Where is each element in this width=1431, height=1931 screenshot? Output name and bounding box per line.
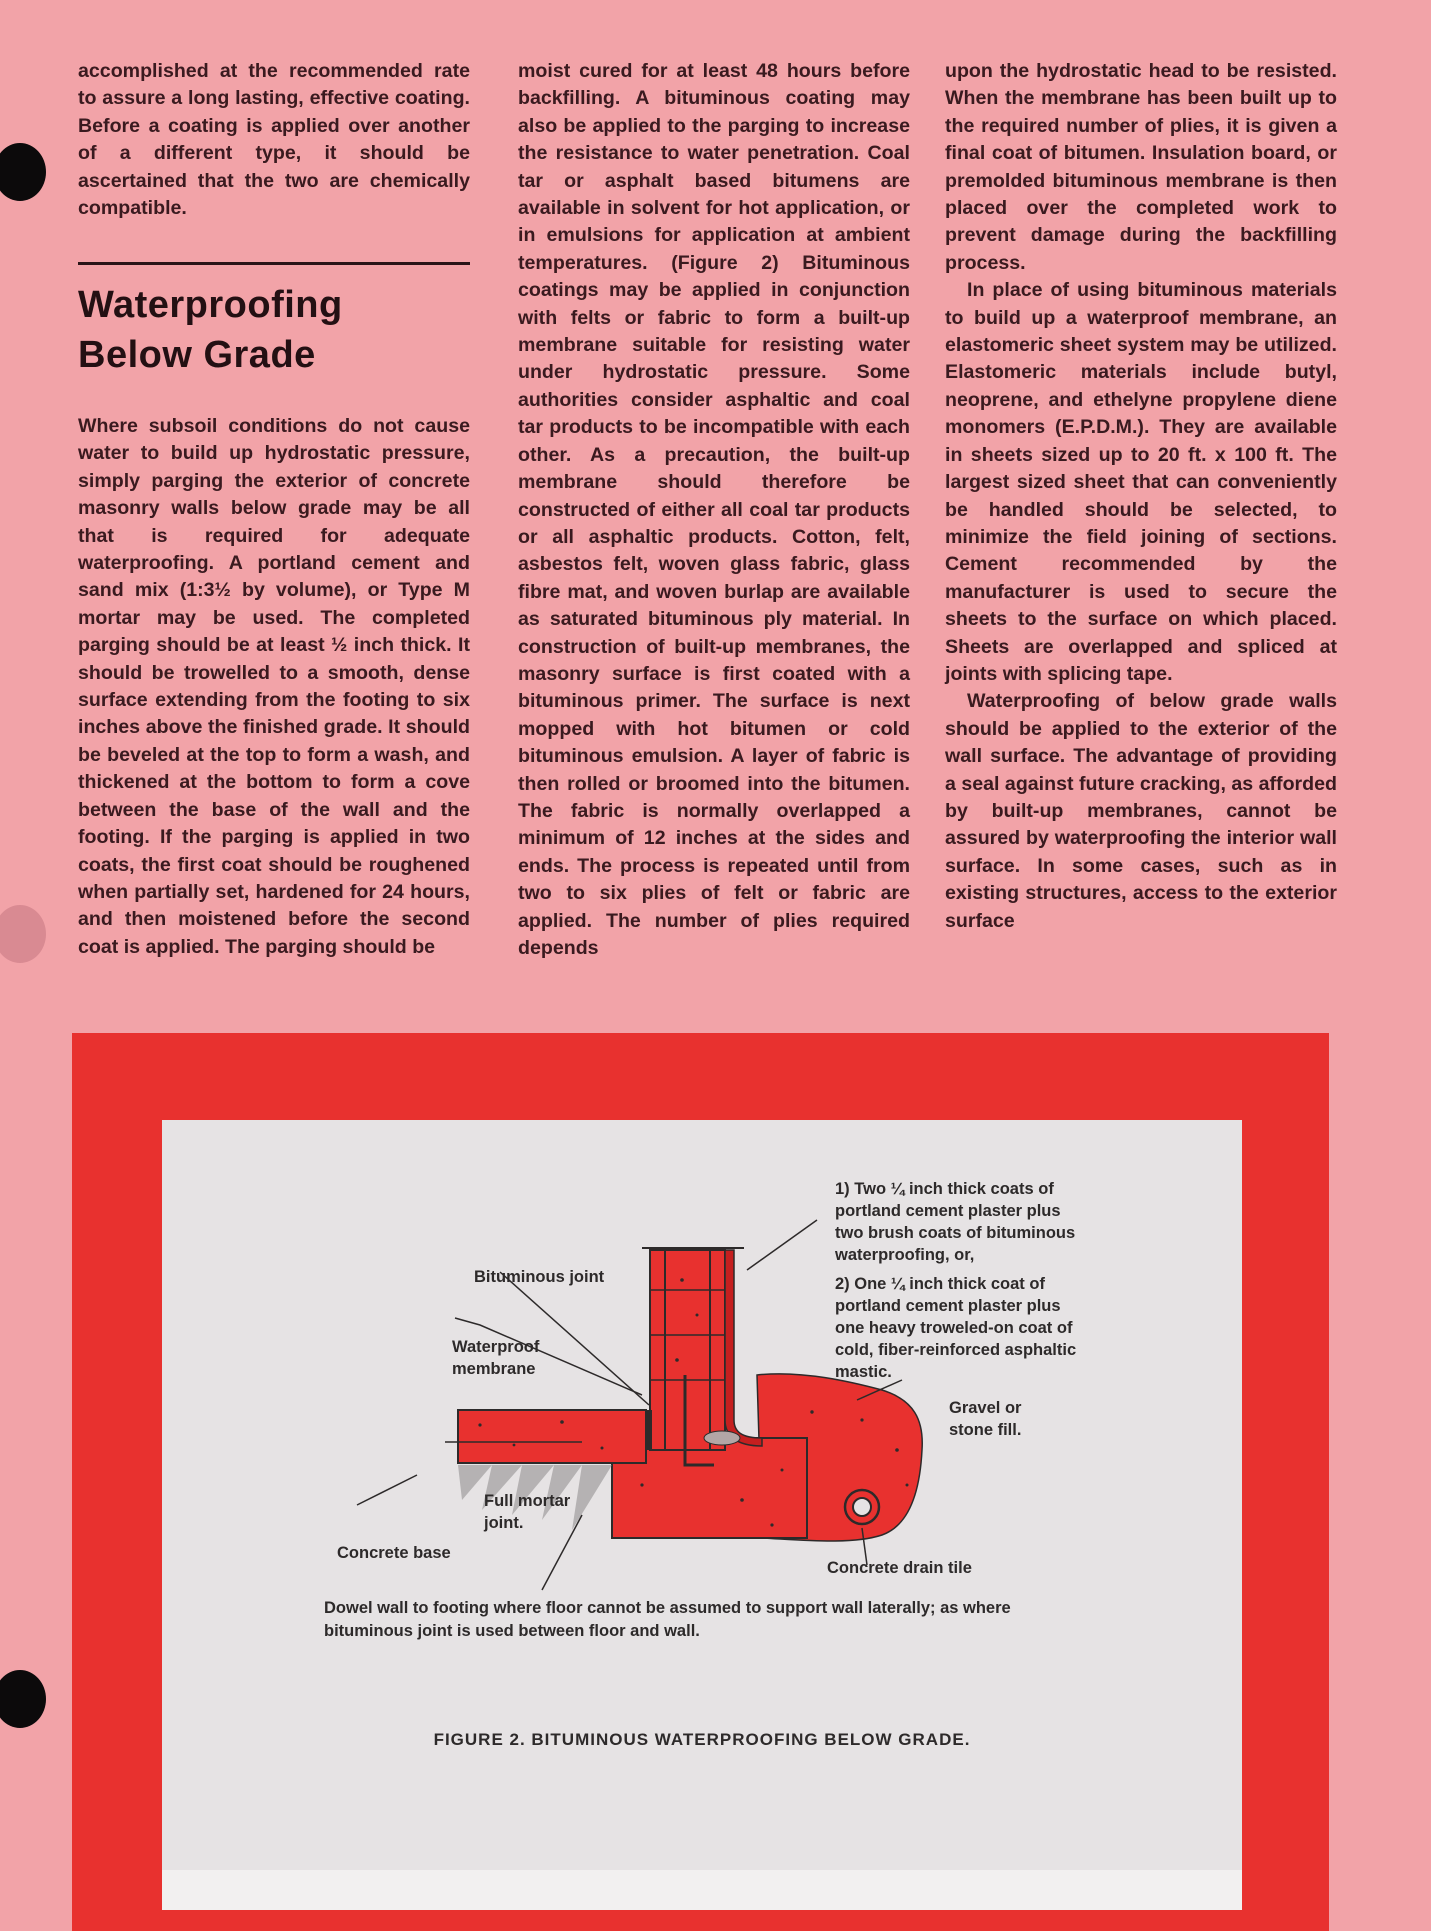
masonry-wall xyxy=(650,1250,725,1450)
figure-2 xyxy=(162,1120,1242,1910)
label-full-mortar-joint: Full mortar joint. xyxy=(484,1492,571,1532)
label-gravel-fill: Gravel or stone fill. xyxy=(949,1399,1022,1439)
dowel-caption: Dowel wall to footing where floor cannot be assumed to support wall laterally; as where bituminous joint is used between floor and wall. xyxy=(324,1599,1011,1640)
note-option-1: 1) Two ¼ inch thick coats of portland cement plaster plus two brush coats of bituminous waterproofing, or, xyxy=(835,1180,1076,1264)
paragraph-bituminous: moist cured for at least 48 hours before backfilling. A bituminous coating may also be applied to the parging to increase the resistance to water penetration. Coal tar or asphalt based bitumens are available in solvent for hot application, or in emulsions for application at ambient temperatures. (Figure 2) Bituminous coatings may be applied in conjunction with felts or fabric to form a built-up membrane suitable for resisting water under hydrostatic pressure. Some authorities consider asphaltic and coal tar products to be incompatible with each other. As a precaution, the built-up membrane should therefore be constructed of either all coal tar products or all asphaltic products. Cotton, felt, asbestos felt, woven glass fabric, glass fibre mat, and woven burlap are available as saturated bituminous ply material. In construction of built-up membranes, the masonry surface is first coated with a bituminous primer. The surface is next mopped with hot bitumen or cold bituminous emulsion. A layer of fabric is then rolled or broomed into the bitumen. The fabric is normally overlapped a minimum of 12 inches at the sides and ends. The process is repeated until from two to six plies of felt or fabric are applied. The number of plies required depends xyxy=(518,60,910,959)
binder-hole-top xyxy=(0,143,46,201)
paragraph-membrane-finish: upon the hydrostatic head to be resisted. When the membrane has been built up to the required number of plies, it is given a final coat of bitumen. Insulation board, or premolded bituminous membrane is then placed over the completed work to prevent damage during the backfilling process. xyxy=(945,60,1337,274)
binder-hole-bottom xyxy=(0,1670,46,1728)
drain-tile-inner xyxy=(853,1498,871,1516)
label-bituminous-joint: Bituminous joint xyxy=(474,1268,605,1286)
exterior-coating xyxy=(725,1250,762,1446)
text-column-2 xyxy=(518,58,910,962)
paragraph-elastomeric: In place of using bituminous materials to build up a waterproof membrane, an elastomeric sheet system may be utilized. Elastomeric materials include butyl, neoprene, and ethelyne propylene diene monomers (E.P.D.M.). They are available in sheets sized up to 20 ft. x 100 ft. The largest sized sheet that can conveniently be handled should be selected, to minimize the field joining of sections. Cement recommended by the manufacturer is used to secure the sheets to the surface on which placed. Sheets are overlapped and spliced at joints with splicing tape. xyxy=(945,279,1337,685)
figure-title: FIGURE 2. BITUMINOUS WATERPROOFING BELOW GRADE. xyxy=(433,1730,971,1749)
section-heading xyxy=(78,280,478,380)
figure-bottom-strip xyxy=(162,1870,1242,1910)
paragraph-exterior: Waterproofing of below grade walls should be applied to the exterior of the wall surface. The advantage of providing a seal against future cracking, as afforded by built-up membranes, cannot be assured by waterproofing the interior wall surface. In some cases, such as in existing structures, access to the exterior surface xyxy=(945,690,1338,932)
label-concrete-base: Concrete base xyxy=(337,1544,451,1562)
mortar-bead xyxy=(704,1431,740,1445)
paragraph-intro: accomplished at the recommended rate to assure a long lasting, effective coating. Before a coating is applied over another of a different type, it should be ascertained that the two are chemically compatible. xyxy=(78,60,470,220)
note-option-2: 2) One ¼ inch thick coat of portland cement plaster plus one heavy troweled-on coat of cold, fiber-reinforced asphaltic mastic. xyxy=(835,1275,1077,1381)
heading-line-1: Waterproofing xyxy=(78,284,343,326)
label-concrete-drain-tile: Concrete drain tile xyxy=(827,1559,972,1577)
text-column-1 xyxy=(78,58,470,222)
floor-slab xyxy=(458,1410,646,1463)
binder-hole-middle xyxy=(0,905,46,963)
leader-coating-notes xyxy=(747,1220,817,1270)
leader-concrete-base xyxy=(357,1475,417,1505)
text-column-1-body xyxy=(78,413,470,961)
label-waterproof-membrane: Waterproof membrane xyxy=(452,1338,540,1378)
heading-line-2: Below Grade xyxy=(78,334,316,376)
paragraph-parging: Where subsoil conditions do not cause water to build up hydrostatic pressure, simply parging the exterior of concrete masonry walls below grade may be all that is required for adequate waterproofing. A portland cement and sand mix (1:3½ by volume), or Type M mortar may be used. The completed parging should be at least ½ inch thick. It should be trowelled to a smooth, dense surface extending from the footing to six inches above the finished grade. It should be beveled at the top to form a wash, and thickened at the bottom to form a cove between the base of the wall and the footing. If the parging is applied in two coats, the first coat should be roughened when partially set, hardened for 24 hours, and then moistened before the second coat is applied. The parging should be xyxy=(78,415,470,958)
bituminous-joint xyxy=(646,1410,652,1450)
section-divider xyxy=(78,262,470,265)
text-column-3 xyxy=(945,58,1337,935)
